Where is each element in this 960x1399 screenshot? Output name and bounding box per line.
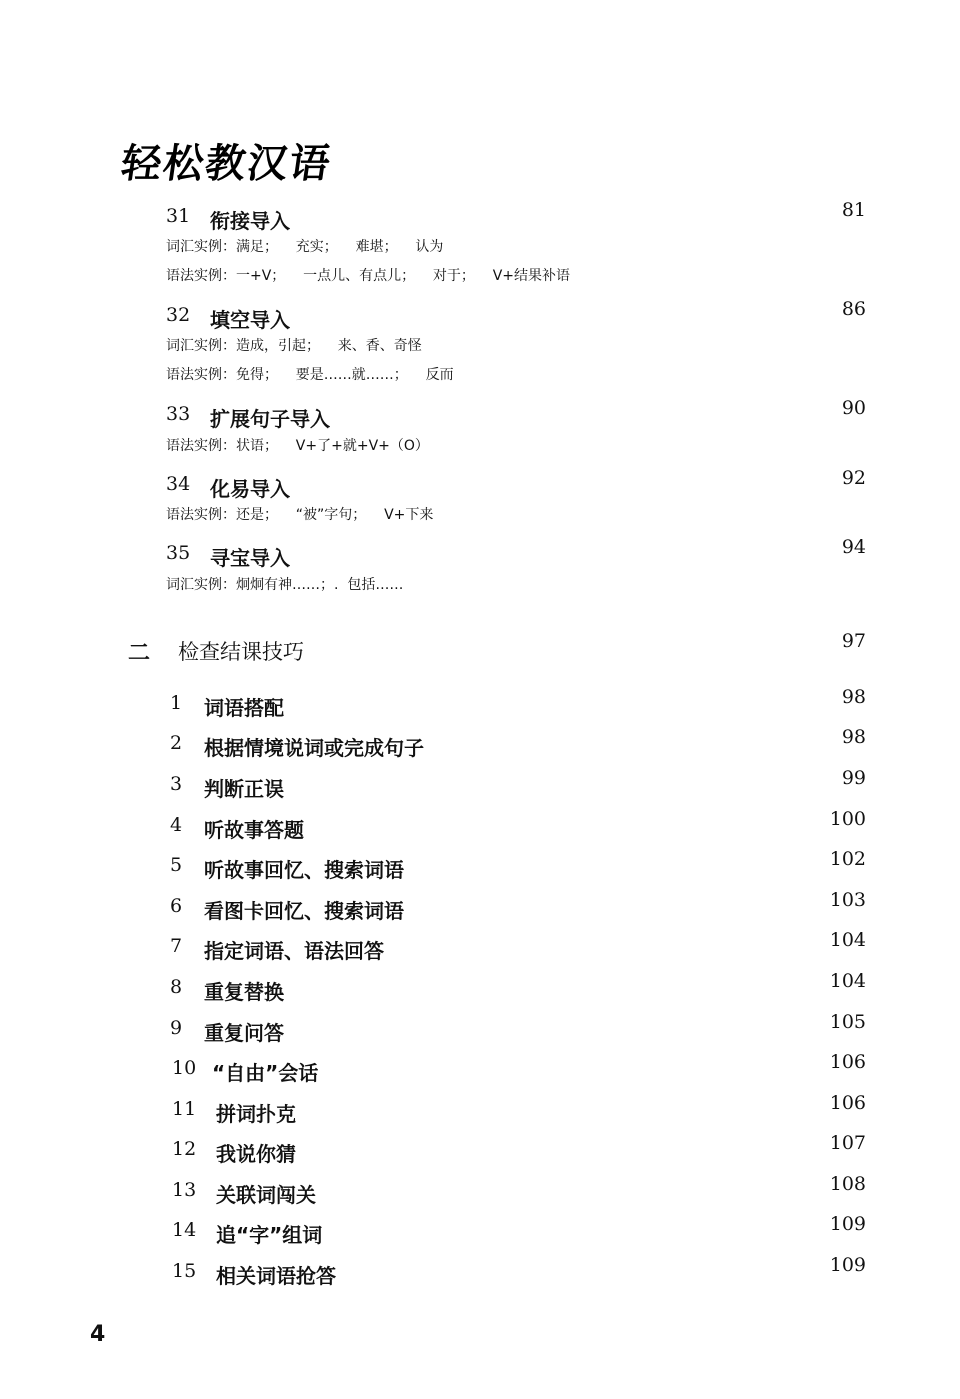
item-page: 103 [829,889,866,911]
entry-page: 92 [841,467,866,489]
item-title: 听故事答题 [204,818,304,842]
toc-item[interactable] [0,929,960,965]
item-number: 6 [170,895,183,917]
entry-number: 33 [166,403,191,425]
toc-item[interactable] [0,1254,960,1290]
item-title: 关联词闯关 [216,1183,316,1207]
item-title: “自由”会话 [212,1061,319,1085]
item-title: 重复问答 [204,1021,284,1045]
toc-item[interactable] [0,889,960,925]
toc-item[interactable] [0,726,960,762]
item-title: 指定词语、语法回答 [204,939,384,963]
page-number: 4 [90,1322,106,1347]
item-page: 98 [841,686,866,708]
entry-title: 寻宝导入 [210,546,290,570]
entry-page: 94 [841,536,866,558]
item-page: 107 [829,1132,866,1154]
item-number: 7 [170,935,183,957]
entry-detail: 词汇实例：造成，引起； 来、香、奇怪 [166,338,422,354]
entry-page: 86 [841,298,866,320]
item-page: 106 [829,1051,866,1073]
item-title: 相关词语抢答 [216,1264,336,1288]
item-number: 3 [170,773,183,795]
toc-item[interactable] [0,1051,960,1087]
item-page: 104 [829,970,866,992]
item-number: 14 [172,1219,197,1241]
item-title: 追“字”组词 [216,1223,323,1247]
book-logo: 轻松教汉语 [118,141,335,187]
entry-number: 34 [166,473,191,495]
toc-item[interactable] [0,1092,960,1128]
entry-detail: 语法实例：免得； 要是……就……； 反而 [166,367,454,383]
item-page: 98 [841,726,866,748]
item-number: 2 [170,732,183,754]
item-number: 12 [172,1138,197,1160]
entry-title: 扩展句子导入 [210,407,330,431]
chapter-heading[interactable] [0,630,960,668]
toc-entry[interactable] [0,298,960,334]
toc-item[interactable] [0,1132,960,1168]
toc-item[interactable] [0,848,960,884]
entry-detail: 词汇实例：炯炯有神……；. 包括…… [166,577,404,593]
toc-item[interactable] [0,1173,960,1209]
toc-entry[interactable] [0,397,960,433]
entry-number: 31 [166,205,191,227]
item-title: 重复替换 [204,980,284,1004]
item-page: 106 [829,1092,866,1114]
toc-item[interactable] [0,808,960,844]
toc-item[interactable] [0,686,960,722]
item-title: 我说你猜 [216,1142,296,1166]
entry-page: 90 [841,397,866,419]
item-number: 1 [170,692,183,714]
entry-page: 81 [841,199,866,221]
item-page: 99 [841,767,866,789]
item-number: 11 [172,1098,197,1120]
item-page: 102 [829,848,866,870]
item-page: 108 [829,1173,866,1195]
item-number: 15 [172,1260,197,1282]
item-title: 听故事回忆、搜索词语 [204,858,404,882]
item-page: 109 [829,1213,866,1235]
item-number: 5 [170,854,183,876]
item-page: 100 [829,808,866,830]
entry-title: 化易导入 [210,477,290,501]
toc-item[interactable] [0,1011,960,1047]
toc-entry[interactable] [0,467,960,503]
item-page: 104 [829,929,866,951]
entry-title: 填空导入 [210,308,290,332]
item-number: 10 [172,1057,197,1079]
entry-title: 衔接导入 [210,209,290,233]
entry-detail: 词汇实例：满足； 充实； 难堪； 认为 [166,239,444,255]
toc-item[interactable] [0,1213,960,1249]
item-title: 词语搭配 [204,696,284,720]
entry-number: 35 [166,542,191,564]
chapter-title: 检查结课技巧 [178,640,304,664]
item-page: 109 [829,1254,866,1276]
chapter-page: 97 [841,630,866,652]
entry-detail: 语法实例：状语； V+了+就+V+（O） [166,438,429,454]
entry-detail: 语法实例：一+V； 一点儿、有点儿； 对于； V+结果补语 [166,268,571,284]
item-number: 8 [170,976,183,998]
entry-detail: 语法实例：还是； “被”字句； V+下来 [166,507,434,523]
toc-entry[interactable] [0,199,960,235]
toc-item[interactable] [0,970,960,1006]
item-title: 看图卡回忆、搜索词语 [204,899,404,923]
entry-number: 32 [166,304,191,326]
item-title: 判断正误 [204,777,284,801]
item-title: 拼词扑克 [216,1102,296,1126]
item-number: 9 [170,1017,183,1039]
item-number: 13 [172,1179,197,1201]
item-number: 4 [170,814,183,836]
chapter-number: 二 [128,640,151,666]
item-page: 105 [829,1011,866,1033]
item-title: 根据情境说词或完成句子 [204,736,424,760]
toc-entry[interactable] [0,536,960,572]
toc-item[interactable] [0,767,960,803]
